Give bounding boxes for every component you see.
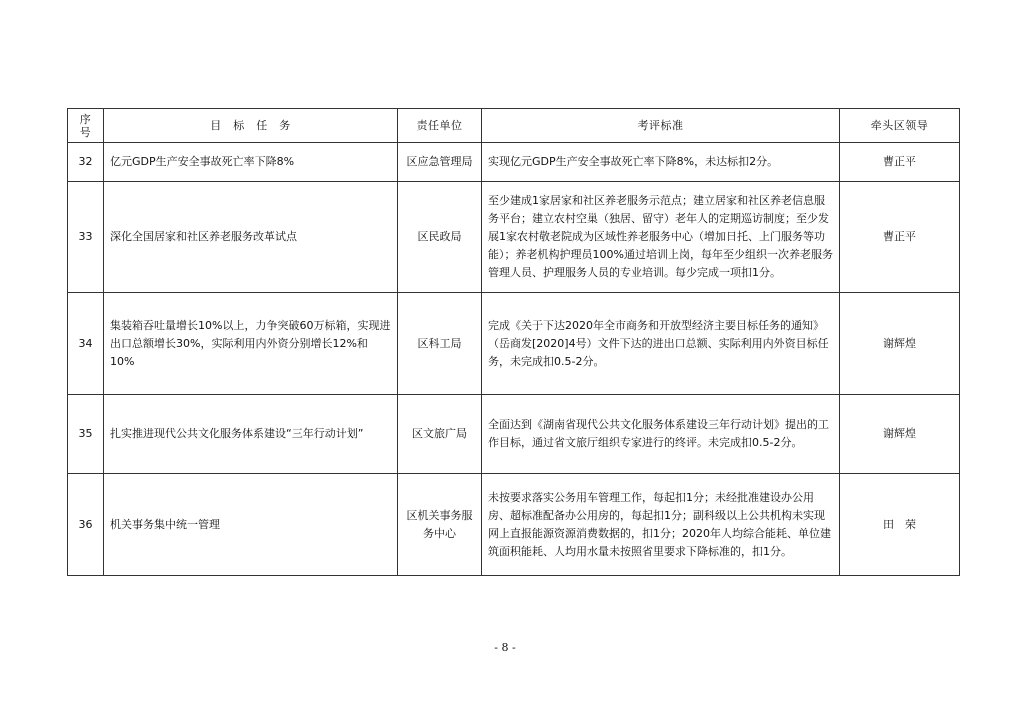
row-task: 机关事务集中统一管理 (104, 474, 398, 576)
header-task: 目 标 任 务 (104, 109, 398, 143)
row-leader: 谢辉煌 (840, 395, 960, 474)
row-task: 亿元GDP生产安全事故死亡率下降8% (104, 143, 398, 182)
table-row (68, 143, 960, 182)
row-unit: 区文旅广局 (398, 395, 482, 474)
table-row (68, 474, 960, 576)
row-number: 34 (68, 293, 104, 395)
header-unit: 责任单位 (398, 109, 482, 143)
row-standard: 全面达到《湖南省现代公共文化服务体系建设三年行动计划》提出的工作目标，通过省文旅厅组织专家进行的终评。未完成扣0.5-2分。 (482, 395, 840, 474)
row-unit: 区应急管理局 (398, 143, 482, 182)
header-seq: 序 号 (68, 109, 104, 143)
row-task: 扎实推进现代公共文化服务体系建设“三年行动计划” (104, 395, 398, 474)
row-task: 集装箱吞吐量增长10%以上，力争突破60万标箱，实现进出口总额增长30%，实际利用内外资分别增长12%和10% (104, 293, 398, 395)
header-standard: 考评标准 (482, 109, 840, 143)
header-leader: 牵头区领导 (840, 109, 960, 143)
table-row (68, 395, 960, 474)
row-standard: 完成《关于下达2020年全市商务和开放型经济主要目标任务的通知》（岳商发[2020]4号）文件下达的进出口总额、实际利用内外资目标任务，未完成扣0.5-2分。 (482, 293, 840, 395)
row-leader: 田 荣 (840, 474, 960, 576)
row-unit: 区机关事务服务中心 (398, 474, 482, 576)
row-number: 32 (68, 143, 104, 182)
row-number: 36 (68, 474, 104, 576)
table-header-row (68, 109, 960, 143)
row-standard: 实现亿元GDP生产安全事故死亡率下降8%，未达标扣2分。 (482, 143, 840, 182)
row-leader: 曹正平 (840, 143, 960, 182)
row-task: 深化全国居家和社区养老服务改革试点 (104, 182, 398, 293)
row-unit: 区民政局 (398, 182, 482, 293)
row-standard: 未按要求落实公务用车管理工作，每起扣1分；未经批准建设办公用房、超标准配备办公用房的，每起扣1分；副科级以上公共机构未实现网上直报能源资源消费数据的，扣1分；2020年人均综合能耗、单位建筑面积能耗、人均用水量未按照省里要求下降标准的，扣1分。 (482, 474, 840, 576)
assessment-table (67, 108, 960, 576)
row-standard: 至少建成1家居家和社区养老服务示范点；建立居家和社区养老信息服务平台；建立农村空巢（独居、留守）老年人的定期巡访制度；至少发展1家农村敬老院成为区域性养老服务中心（增加日托、上门服务等功能）；养老机构护理员100%通过培训上岗，每年至少组织一次养老服务管理人员、护理服务人员的专业培训。每少完成一项扣1分。 (482, 182, 840, 293)
page-number: - 8 - (494, 641, 516, 654)
row-number: 35 (68, 395, 104, 474)
row-number: 33 (68, 182, 104, 293)
row-unit: 区科工局 (398, 293, 482, 395)
assessment-table-container (67, 108, 959, 576)
row-leader: 谢辉煌 (840, 293, 960, 395)
table-row (68, 182, 960, 293)
table-row (68, 293, 960, 395)
row-leader: 曹正平 (840, 182, 960, 293)
